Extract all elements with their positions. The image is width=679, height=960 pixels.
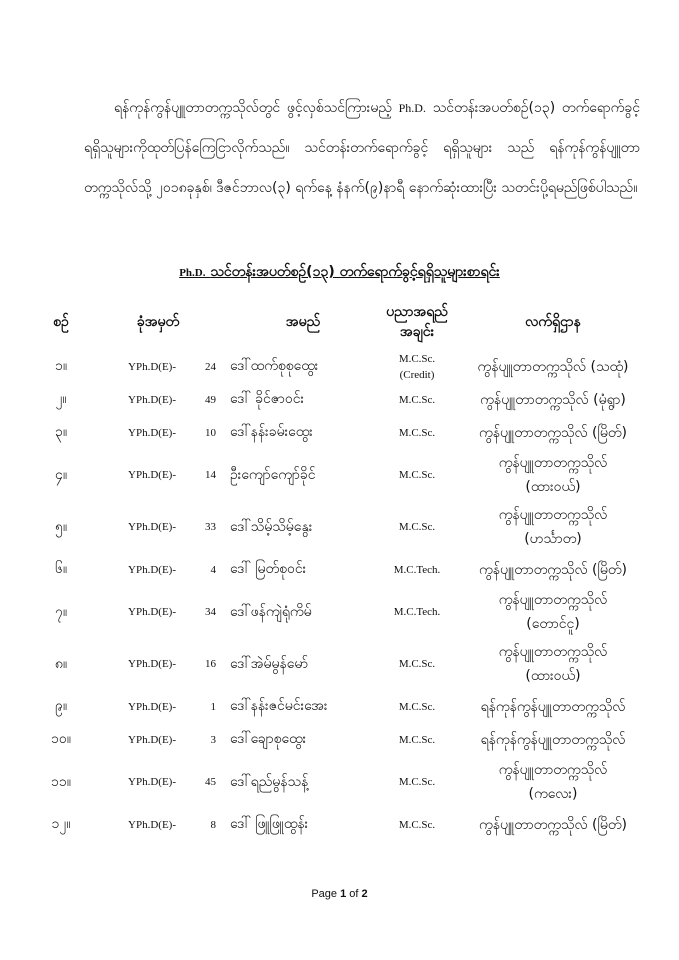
row-name: ဒေါ်ချောစုထွေး [230,731,307,747]
intro-phd: Ph.D. [398,101,426,115]
row-code: YPh.D(E)- [128,521,176,533]
table-header-row [36,294,648,350]
row-address-line1: ကွန်ပျူတာတက္ကသိုလ် [498,507,608,523]
admission-table [36,294,648,841]
header-roll: ခုံအမှတ် [136,314,180,330]
row-no: ၁၁။ [51,773,71,790]
header-address: လက်ရှိဌာန [525,314,581,330]
row-degree: M.C.Sc. [398,393,436,406]
header-degree-line1: ပညာအရည် [386,304,448,320]
row-degree: M.C.Sc. [398,776,436,788]
table-row [36,638,648,690]
row-address-line1: ကွန်ပျူတာတက္ကသိုလ် (မြိတ်) [479,816,627,833]
table-title-text: သင်တန်းအပတ်စဉ်(၁၃) တက်ရောက်ခွင့်ရရှိသူများစာရင်း [210,264,500,280]
row-address [458,808,648,841]
row-name: ဒေါ်နန်းဇင်မင်းအေး [230,698,328,714]
row-name: ဒေါ် ဖြူဖြူထွန်း [230,816,309,832]
row-num: 8 [210,818,216,831]
row-code: YPh.D(E)- [128,393,176,406]
row-no: ၆။ [54,561,68,577]
row-degree: M.C.Sc. [398,818,436,831]
row-num: 33 [205,521,216,533]
row-address-line1: ကွန်ပျူတာတက္ကသိုလ် [498,762,608,778]
row-num: 49 [205,393,216,406]
row-code: YPh.D(E)- [128,563,176,576]
row-address [458,553,648,586]
row-address-line1: ရန်ကုန်ကွန်ပျူတာတက္ကသိုလ် [480,731,626,748]
row-num: 4 [210,563,216,576]
row-num: 45 [205,776,216,788]
row-address [458,383,648,416]
table-body [36,350,648,841]
row-address [458,690,648,723]
row-code: YPh.D(E)- [128,700,176,713]
header-name: အမည် [285,314,321,330]
header-degree-line2: အချင်း [399,324,435,340]
table-row [36,553,648,586]
row-name: ဒေါ်နန်းခမ်းထွေး [230,424,313,440]
footer-page-word: Page [311,888,338,900]
row-degree: M.C.Sc. [398,700,436,713]
table-row [36,808,648,841]
row-degree-main: M.C.Sc. [398,352,436,365]
row-name: ဒေါ် ခိုင်ဇာဝင်း [230,391,305,407]
row-code: YPh.D(E)- [128,818,176,831]
row-no: ၁။ [54,358,68,374]
row-address [458,416,648,449]
row-address-line2: (တောင်ငူ) [526,616,580,632]
intro-paragraph [84,88,640,208]
page-footer [0,888,679,900]
header-no: စဉ် [53,314,69,330]
row-address [458,350,648,383]
row-degree: M.C.Sc. [398,426,436,439]
row-name: ဦးကျော်ကျော်ခိုင် [230,466,316,483]
row-name: ဒေါ်ရည်မွန်သန့် [230,773,309,790]
row-degree [376,350,458,383]
row-address-line2: (ကလေး) [528,786,578,802]
row-address [458,756,648,808]
table-title [0,262,679,283]
footer-of-word: of [349,888,359,900]
row-degree: M.C.Sc. [398,469,436,481]
row-address-line1: ကွန်ပျူတာတက္ကသိုလ် (မြိတ်) [479,561,627,578]
row-name: ဒေါ်သိမ့်သိမ့်နွေး [230,518,313,535]
row-address [458,638,648,690]
row-address [458,586,648,638]
row-degree: M.C.Tech. [393,563,441,576]
row-num: 14 [205,469,216,481]
row-address-line1: ကွန်ပျူတာတက္ကသိုလ် [498,455,608,471]
row-address-line1: ကွန်ပျူတာတက္ကသိုလ် (သထုံ) [477,358,629,375]
row-address-line2: (ထားဝယ်) [525,479,581,495]
row-address-line2: (ထားဝယ်) [525,668,581,684]
row-name: ဒေါ်ဖန်ကျဲရုံကိမ် [230,603,312,620]
header-degree [376,294,458,350]
footer-total-pages: 2 [361,888,368,900]
intro-text-1: ရန်ကုန်ကွန်ပျူတာတက္ကသိုလ်တွင် ဖွင့်လှစ်သင်ကြားမည့် [114,100,392,116]
row-degree: M.C.Sc. [398,658,436,670]
row-address [458,449,648,501]
row-no: ၁၀။ [51,731,71,747]
row-code: YPh.D(E)- [128,426,176,439]
row-code: YPh.D(E)- [128,606,176,618]
row-code: YPh.D(E)- [128,733,176,746]
row-code: YPh.D(E)- [128,469,176,481]
row-code: YPh.D(E)- [128,360,176,373]
row-address-line1: ကွန်ပျူတာတက္ကသိုလ် [498,644,608,660]
footer-current-page: 1 [340,888,347,900]
row-address-line1: ရန်ကုန်ကွန်ပျူတာတက္ကသိုလ် [480,698,626,715]
row-code: YPh.D(E)- [128,658,176,670]
row-num: 1 [210,700,216,713]
table-row [36,690,648,723]
row-address-line1: ကွန်ပျူတာတက္ကသိုလ် [498,592,608,608]
row-name: ဒေါ် မြတ်စုဝင်း [230,561,307,577]
row-degree-note: (Credit) [399,368,435,381]
row-num: 3 [210,733,216,746]
row-no: ၁၂။ [51,816,71,832]
row-no: ၃။ [54,424,68,440]
table-row [36,756,648,808]
row-degree: M.C.Sc. [398,521,436,533]
row-address-line1: ကွန်ပျူတာတက္ကသိုလ် (မြိတ်) [479,424,627,441]
row-no: ၂။ [55,391,67,407]
table-title-prefix: Ph.D. [179,267,206,279]
row-address-line1: ကွန်ပျူတာတက္ကသိုလ် (မုံရွာ) [480,391,626,408]
row-no: ၅။ [54,518,68,535]
intro-text-2: သင်တန်းအပတ်စဉ်(၁၃) တက်ရောက်ခွင့် ရရှိသူများကိုထုတ်ပြန်ကြေငြာလိုက်သည်။ သင်တန်းတက်ရောက်ခွင့် ရရှိသူများ သည် ရန်ကုန်ကွန်ပျူတာတက္ကသိုလ်သို့ ၂၀၁၈ခုနှစ်၊ ဒီဇင်ဘာလ(၃) ရက်နေ့ နံနက်(၉)နာရီ နောက်ဆုံးထားပြီး သတင်းပို့ရမည်ဖြစ်ပါသည်။ [84,100,640,196]
row-address [458,723,648,756]
row-address-line2: (ဟင်္သာတ) [524,531,582,547]
table-row [36,416,648,449]
row-no: ၄။ [54,466,68,483]
table-row [36,350,648,383]
row-degree: M.C.Tech. [393,606,441,618]
table-row [36,449,648,501]
row-num: 24 [205,360,216,373]
row-name: ဒေါ်အဲမ်မွန်မော် [230,655,309,672]
table-row [36,586,648,638]
row-no: ၇။ [54,603,68,620]
row-num: 16 [205,658,216,670]
row-code: YPh.D(E)- [128,776,176,788]
table-row [36,723,648,756]
row-no: ၉။ [54,698,68,714]
row-num: 34 [205,606,216,618]
table-row [36,383,648,416]
row-degree: M.C.Sc. [398,733,436,746]
row-name: ဒေါ်ထက်စုစုထွေး [230,358,319,374]
row-no: ၈။ [54,655,68,672]
table-row [36,501,648,553]
row-num: 10 [205,426,216,439]
row-address [458,501,648,553]
